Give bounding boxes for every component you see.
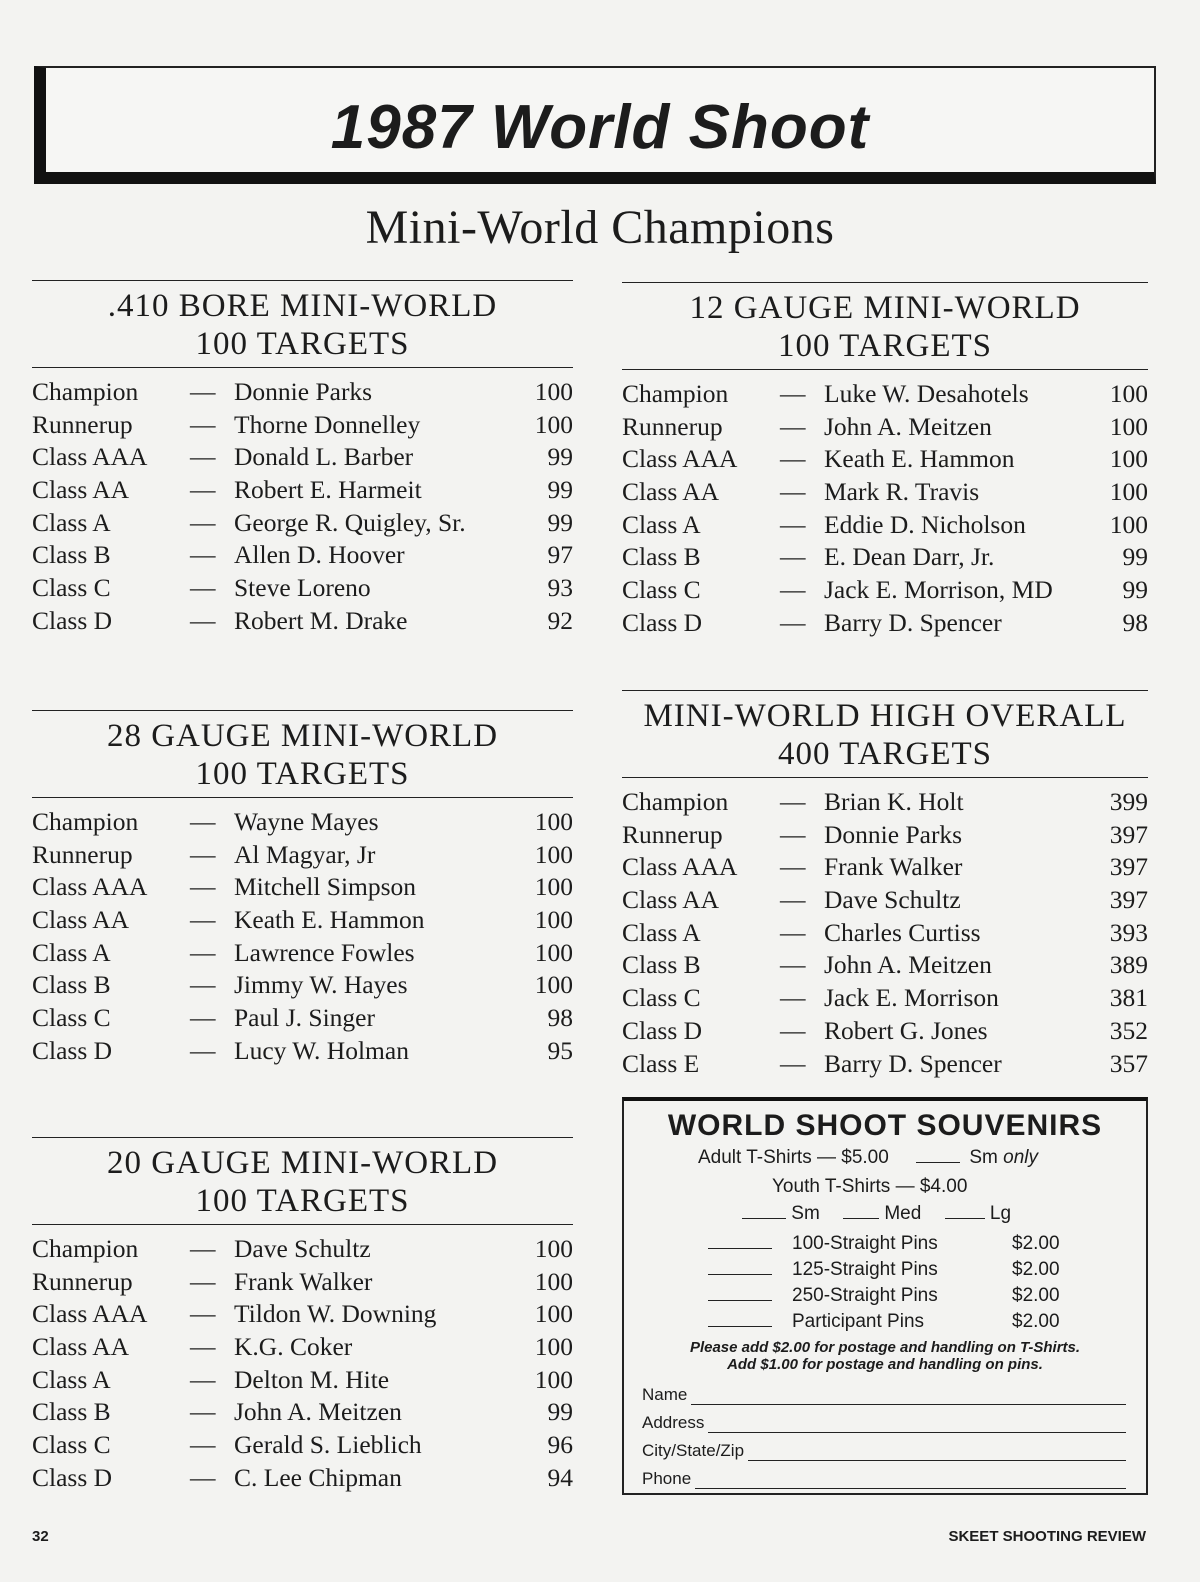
result-row bbox=[32, 871, 573, 904]
score: 100 bbox=[1109, 444, 1148, 474]
souvenir-title: WORLD SHOOT SOUVENIRS bbox=[667, 1109, 1103, 1142]
adult-only-label: only bbox=[1003, 1147, 1039, 1168]
address-field[interactable] bbox=[642, 1413, 1126, 1433]
pin-order-line bbox=[708, 1233, 1060, 1255]
class-label: Class D bbox=[622, 1015, 703, 1045]
dash-separator: — bbox=[190, 377, 216, 406]
dash-separator: — bbox=[190, 1266, 216, 1296]
section-title-line1: MINI-WORLD HIGH OVERALL bbox=[643, 698, 1127, 734]
dash-separator: — bbox=[780, 542, 806, 572]
youth-tshirt-label: Youth T-Shirts — $4.00 bbox=[772, 1176, 968, 1197]
result-row bbox=[622, 443, 1148, 476]
section-title bbox=[32, 711, 573, 797]
pin-name: 125-Straight Pins bbox=[792, 1259, 938, 1280]
dash-separator: — bbox=[190, 442, 216, 472]
adult-size-label: Sm bbox=[969, 1147, 998, 1168]
class-label: Class C bbox=[32, 573, 111, 603]
class-label: Class B bbox=[32, 540, 111, 570]
shooter-name: Donnie Parks bbox=[234, 377, 373, 406]
score: 100 bbox=[534, 1234, 573, 1263]
shooter-name: Lucy W. Holman bbox=[234, 1035, 409, 1065]
shooter-name: Charles Curtiss bbox=[824, 917, 981, 947]
pin-qty-blank[interactable] bbox=[708, 1247, 772, 1249]
dash-separator: — bbox=[780, 607, 806, 637]
shooter-name: Robert E. Harmeit bbox=[234, 475, 422, 505]
shooter-name: Luke W. Desahotels bbox=[824, 379, 1029, 408]
dash-separator: — bbox=[780, 885, 806, 915]
class-label: Class AA bbox=[622, 885, 720, 915]
shooter-name: Wayne Mayes bbox=[234, 807, 379, 836]
class-label: Champion bbox=[622, 787, 729, 816]
result-row bbox=[32, 1035, 573, 1068]
score: 352 bbox=[1109, 1015, 1148, 1045]
city-state-zip-label: City/State/Zip bbox=[642, 1441, 745, 1460]
score: 100 bbox=[534, 377, 573, 406]
shooter-name: Robert G. Jones bbox=[824, 1015, 988, 1045]
dash-separator: — bbox=[190, 1234, 216, 1263]
youth-lg-qty-blank[interactable] bbox=[945, 1217, 985, 1219]
score: 393 bbox=[1109, 917, 1148, 947]
result-row bbox=[622, 819, 1148, 852]
score: 93 bbox=[547, 573, 573, 603]
result-row bbox=[32, 904, 573, 937]
score: 397 bbox=[1109, 885, 1148, 915]
shooter-name: K.G. Coker bbox=[234, 1332, 353, 1362]
dash-separator: — bbox=[190, 573, 216, 603]
adult-sm-qty-blank[interactable] bbox=[916, 1161, 960, 1163]
result-row bbox=[32, 1233, 573, 1266]
result-row bbox=[32, 1002, 573, 1035]
shooter-name: Allen D. Hoover bbox=[234, 540, 405, 570]
results-list bbox=[622, 778, 1148, 1080]
postage-note-line2: Add $1.00 for postage and handling on pins. bbox=[727, 1356, 1043, 1373]
score: 100 bbox=[534, 839, 573, 869]
shooter-name: John A. Meitzen bbox=[824, 411, 992, 441]
pin-order-line bbox=[708, 1311, 1060, 1333]
shooter-name: Frank Walker bbox=[824, 852, 963, 882]
shooter-name: Lawrence Fowles bbox=[234, 937, 415, 967]
youth-size-row bbox=[742, 1203, 1011, 1225]
result-row bbox=[622, 378, 1148, 411]
class-label: Class AA bbox=[32, 475, 130, 505]
shooter-name: Paul J. Singer bbox=[234, 1003, 375, 1033]
shooter-name: Eddie D. Nicholson bbox=[824, 509, 1026, 539]
result-row bbox=[622, 884, 1148, 917]
shooter-name: Donald L. Barber bbox=[234, 442, 414, 472]
score: 100 bbox=[534, 1364, 573, 1394]
shooter-name: Keath E. Hammon bbox=[824, 444, 1015, 474]
score: 97 bbox=[547, 540, 573, 570]
result-row bbox=[32, 409, 573, 442]
dash-separator: — bbox=[190, 1430, 216, 1460]
class-label: Class AAA bbox=[32, 442, 148, 472]
section-410-bore bbox=[32, 280, 573, 638]
score: 96 bbox=[547, 1430, 573, 1460]
section-title-line2: 400 TARGETS bbox=[777, 736, 992, 772]
adult-tshirt-label: Adult T-Shirts — $5.00 bbox=[698, 1147, 889, 1168]
pin-order-line bbox=[708, 1285, 1060, 1307]
section-title bbox=[622, 691, 1148, 777]
result-row bbox=[32, 839, 573, 872]
score: 100 bbox=[534, 937, 573, 967]
pin-name: Participant Pins bbox=[792, 1311, 925, 1332]
score: 92 bbox=[547, 605, 573, 635]
class-label: Class AAA bbox=[622, 444, 738, 474]
result-row bbox=[32, 605, 573, 638]
dash-separator: — bbox=[190, 1462, 216, 1492]
result-row bbox=[622, 574, 1148, 607]
class-label: Class B bbox=[622, 950, 701, 980]
result-row bbox=[32, 1298, 573, 1331]
shooter-name: C. Lee Chipman bbox=[234, 1462, 402, 1492]
result-row bbox=[622, 786, 1148, 819]
dash-separator: — bbox=[780, 444, 806, 474]
results-list bbox=[32, 1225, 573, 1495]
address-input-line[interactable] bbox=[708, 1416, 1126, 1433]
result-row bbox=[622, 949, 1148, 982]
shooter-name: Steve Loreno bbox=[234, 573, 371, 603]
pin-price: $2.00 bbox=[1012, 1259, 1060, 1280]
results-list bbox=[32, 798, 573, 1068]
results-list bbox=[622, 370, 1148, 640]
result-row bbox=[32, 474, 573, 507]
result-row bbox=[32, 572, 573, 605]
section-title-line1: 12 GAUGE MINI-WORLD bbox=[689, 290, 1081, 326]
shooter-name: Jack E. Morrison, MD bbox=[824, 575, 1053, 605]
score: 100 bbox=[1109, 379, 1148, 408]
class-label: Champion bbox=[622, 379, 729, 408]
youth-size-lg: Lg bbox=[989, 1203, 1012, 1224]
dash-separator: — bbox=[190, 1035, 216, 1065]
name-field-label: Name bbox=[642, 1385, 688, 1404]
result-row bbox=[32, 376, 573, 409]
dash-separator: — bbox=[190, 1332, 216, 1362]
youth-size-sm: Sm bbox=[791, 1203, 820, 1224]
class-label: Class B bbox=[622, 542, 701, 572]
result-row bbox=[622, 411, 1148, 444]
score: 98 bbox=[1122, 607, 1148, 637]
youth-med-qty-blank[interactable] bbox=[843, 1217, 879, 1219]
section-title-line1: 28 GAUGE MINI-WORLD bbox=[106, 718, 499, 754]
score: 397 bbox=[1109, 819, 1148, 849]
score: 100 bbox=[534, 872, 573, 902]
score: 99 bbox=[547, 507, 573, 537]
shooter-name: Donnie Parks bbox=[824, 819, 963, 849]
class-label: Runnerup bbox=[622, 411, 723, 441]
name-field[interactable] bbox=[642, 1385, 1126, 1405]
pin-qty-blank[interactable] bbox=[708, 1325, 772, 1327]
dash-separator: — bbox=[190, 507, 216, 537]
score: 100 bbox=[534, 1332, 573, 1362]
postage-note bbox=[624, 1339, 1146, 1373]
page-subtitle: Mini-World Champions bbox=[365, 201, 835, 254]
youth-sm-qty-blank[interactable] bbox=[742, 1217, 786, 1219]
score: 99 bbox=[1122, 575, 1148, 605]
city-state-zip-field[interactable] bbox=[642, 1441, 1126, 1461]
shooter-name: Mitchell Simpson bbox=[234, 872, 417, 902]
result-row bbox=[622, 917, 1148, 950]
score: 399 bbox=[1109, 787, 1148, 816]
dash-separator: — bbox=[190, 475, 216, 505]
result-row bbox=[622, 1015, 1148, 1048]
class-label: Class C bbox=[32, 1003, 111, 1033]
page-number: 32 bbox=[32, 1528, 49, 1545]
class-label: Champion bbox=[32, 377, 139, 406]
dash-separator: — bbox=[780, 575, 806, 605]
section-title bbox=[32, 281, 573, 367]
dash-separator: — bbox=[780, 509, 806, 539]
shooter-name: Barry D. Spencer bbox=[824, 607, 1002, 637]
class-label: Class A bbox=[622, 509, 701, 539]
score: 381 bbox=[1109, 983, 1148, 1013]
section-title bbox=[32, 1138, 573, 1224]
class-label: Class AA bbox=[32, 905, 130, 935]
section-title-line2: 100 TARGETS bbox=[195, 326, 410, 362]
result-row bbox=[32, 1462, 573, 1495]
class-label: Class C bbox=[622, 575, 701, 605]
class-label: Class E bbox=[622, 1048, 700, 1078]
pin-name: 100-Straight Pins bbox=[792, 1233, 938, 1254]
phone-field[interactable] bbox=[642, 1469, 1126, 1489]
score: 100 bbox=[1109, 509, 1148, 539]
class-label: Champion bbox=[32, 1234, 139, 1263]
class-label: Runnerup bbox=[32, 1266, 133, 1296]
shooter-name: Jimmy W. Hayes bbox=[234, 970, 408, 1000]
class-label: Runnerup bbox=[622, 819, 723, 849]
section-12-gauge bbox=[622, 282, 1148, 640]
shooter-name: Mark R. Travis bbox=[824, 477, 980, 507]
pin-order-line bbox=[708, 1259, 1060, 1281]
shooter-name: Barry D. Spencer bbox=[824, 1048, 1002, 1078]
score: 99 bbox=[547, 1397, 573, 1427]
score: 98 bbox=[547, 1003, 573, 1033]
section-title-line1: 20 GAUGE MINI-WORLD bbox=[106, 1145, 499, 1181]
class-label: Class AA bbox=[32, 1332, 130, 1362]
shooter-name: John A. Meitzen bbox=[234, 1397, 402, 1427]
score: 99 bbox=[547, 475, 573, 505]
adult-tshirt-line bbox=[698, 1147, 1038, 1169]
class-label: Class C bbox=[32, 1430, 111, 1460]
class-label: Class AAA bbox=[32, 1299, 148, 1329]
class-label: Class C bbox=[622, 983, 701, 1013]
dash-separator: — bbox=[190, 937, 216, 967]
result-row bbox=[622, 476, 1148, 509]
score: 100 bbox=[534, 905, 573, 935]
result-row bbox=[622, 541, 1148, 574]
dash-separator: — bbox=[190, 970, 216, 1000]
dash-separator: — bbox=[190, 1299, 216, 1329]
pin-price: $2.00 bbox=[1012, 1233, 1060, 1254]
class-label: Class A bbox=[32, 507, 111, 537]
title-banner bbox=[34, 66, 1156, 184]
dash-separator: — bbox=[780, 819, 806, 849]
shooter-name: George R. Quigley, Sr. bbox=[234, 507, 466, 537]
postage-note-line1: Please add $2.00 for postage and handling on T-Shirts. bbox=[689, 1339, 1081, 1356]
pin-name: 250-Straight Pins bbox=[792, 1285, 938, 1306]
result-row bbox=[32, 1266, 573, 1299]
score: 100 bbox=[1109, 411, 1148, 441]
shooter-name: Gerald S. Lieblich bbox=[234, 1430, 422, 1460]
class-label: Class D bbox=[32, 605, 113, 635]
result-row bbox=[32, 441, 573, 474]
shooter-name: Jack E. Morrison bbox=[824, 983, 999, 1013]
pin-qty-blank[interactable] bbox=[708, 1299, 772, 1301]
class-label: Class B bbox=[32, 970, 111, 1000]
dash-separator: — bbox=[190, 1003, 216, 1033]
youth-size-med: Med bbox=[884, 1203, 922, 1224]
shooter-name: Frank Walker bbox=[234, 1266, 373, 1296]
class-label: Class D bbox=[32, 1035, 113, 1065]
score: 99 bbox=[1122, 542, 1148, 572]
score: 100 bbox=[1109, 477, 1148, 507]
result-row bbox=[32, 1396, 573, 1429]
publication-name: SKEET SHOOTING REVIEW bbox=[948, 1528, 1146, 1545]
class-label: Runnerup bbox=[32, 839, 133, 869]
score: 95 bbox=[547, 1035, 573, 1065]
dash-separator: — bbox=[190, 409, 216, 439]
dash-separator: — bbox=[780, 983, 806, 1013]
score: 100 bbox=[534, 1299, 573, 1329]
class-label: Class B bbox=[32, 1397, 111, 1427]
shooter-name: Al Magyar, Jr bbox=[234, 839, 376, 869]
pin-price: $2.00 bbox=[1012, 1311, 1060, 1332]
pin-qty-blank[interactable] bbox=[708, 1273, 772, 1275]
result-row bbox=[32, 507, 573, 540]
section-title-line1: .410 BORE MINI-WORLD bbox=[107, 288, 498, 324]
result-row bbox=[622, 851, 1148, 884]
phone-input-line[interactable] bbox=[695, 1472, 1126, 1489]
dash-separator: — bbox=[190, 1397, 216, 1427]
score: 357 bbox=[1109, 1048, 1148, 1078]
dash-separator: — bbox=[190, 807, 216, 836]
souvenir-order-form bbox=[622, 1097, 1148, 1495]
class-label: Champion bbox=[32, 807, 139, 836]
result-row bbox=[622, 509, 1148, 542]
section-title bbox=[622, 283, 1148, 369]
dash-separator: — bbox=[780, 917, 806, 947]
result-row bbox=[622, 982, 1148, 1015]
dash-separator: — bbox=[190, 839, 216, 869]
score: 100 bbox=[534, 409, 573, 439]
section-28-gauge bbox=[32, 710, 573, 1068]
dash-separator: — bbox=[190, 1364, 216, 1394]
class-label: Class A bbox=[32, 937, 111, 967]
dash-separator: — bbox=[780, 1048, 806, 1078]
class-label: Class AA bbox=[622, 477, 720, 507]
score: 100 bbox=[534, 1266, 573, 1296]
dash-separator: — bbox=[780, 787, 806, 816]
city-state-zip-input-line[interactable] bbox=[748, 1444, 1126, 1461]
shooter-name: Thorne Donnelley bbox=[234, 409, 421, 439]
dash-separator: — bbox=[780, 852, 806, 882]
shooter-name: E. Dean Darr, Jr. bbox=[824, 542, 995, 572]
shooter-name: John A. Meitzen bbox=[824, 950, 992, 980]
section-high-overall bbox=[622, 690, 1148, 1080]
address-field-label: Address bbox=[642, 1413, 705, 1432]
score: 397 bbox=[1109, 852, 1148, 882]
result-row bbox=[622, 607, 1148, 640]
dash-separator: — bbox=[780, 950, 806, 980]
result-row bbox=[32, 806, 573, 839]
shooter-name: Delton M. Hite bbox=[234, 1364, 390, 1394]
score: 94 bbox=[547, 1462, 573, 1492]
shooter-name: Dave Schultz bbox=[824, 885, 961, 915]
score: 389 bbox=[1109, 950, 1148, 980]
shooter-name: Robert M. Drake bbox=[234, 605, 408, 635]
dash-separator: — bbox=[190, 605, 216, 635]
dash-separator: — bbox=[190, 872, 216, 902]
class-label: Class A bbox=[32, 1364, 111, 1394]
class-label: Class A bbox=[622, 917, 701, 947]
dash-separator: — bbox=[190, 905, 216, 935]
name-input-line[interactable] bbox=[691, 1388, 1126, 1405]
results-list bbox=[32, 368, 573, 638]
result-row bbox=[622, 1048, 1148, 1081]
result-row bbox=[32, 1364, 573, 1397]
class-label: Runnerup bbox=[32, 409, 133, 439]
result-row bbox=[32, 937, 573, 970]
class-label: Class D bbox=[32, 1462, 113, 1492]
dash-separator: — bbox=[780, 1015, 806, 1045]
section-title-line2: 100 TARGETS bbox=[195, 756, 410, 792]
class-label: Class D bbox=[622, 607, 703, 637]
section-title-line2: 100 TARGETS bbox=[195, 1183, 410, 1219]
class-label: Class AAA bbox=[32, 872, 148, 902]
shooter-name: Tildon W. Downing bbox=[234, 1299, 437, 1329]
page-title: 1987 World Shoot bbox=[330, 93, 870, 162]
shooter-name: Brian K. Holt bbox=[824, 787, 964, 816]
dash-separator: — bbox=[190, 540, 216, 570]
phone-field-label: Phone bbox=[642, 1469, 692, 1488]
result-row bbox=[32, 969, 573, 1002]
dash-separator: — bbox=[780, 379, 806, 408]
score: 100 bbox=[534, 807, 573, 836]
section-20-gauge bbox=[32, 1137, 573, 1495]
score: 99 bbox=[547, 442, 573, 472]
result-row bbox=[32, 1429, 573, 1462]
pin-price: $2.00 bbox=[1012, 1285, 1060, 1306]
result-row bbox=[32, 539, 573, 572]
section-title-line2: 100 TARGETS bbox=[777, 328, 992, 364]
score: 100 bbox=[534, 970, 573, 1000]
result-row bbox=[32, 1331, 573, 1364]
class-label: Class AAA bbox=[622, 852, 738, 882]
shooter-name: Dave Schultz bbox=[234, 1234, 371, 1263]
shooter-name: Keath E. Hammon bbox=[234, 905, 425, 935]
dash-separator: — bbox=[780, 411, 806, 441]
dash-separator: — bbox=[780, 477, 806, 507]
